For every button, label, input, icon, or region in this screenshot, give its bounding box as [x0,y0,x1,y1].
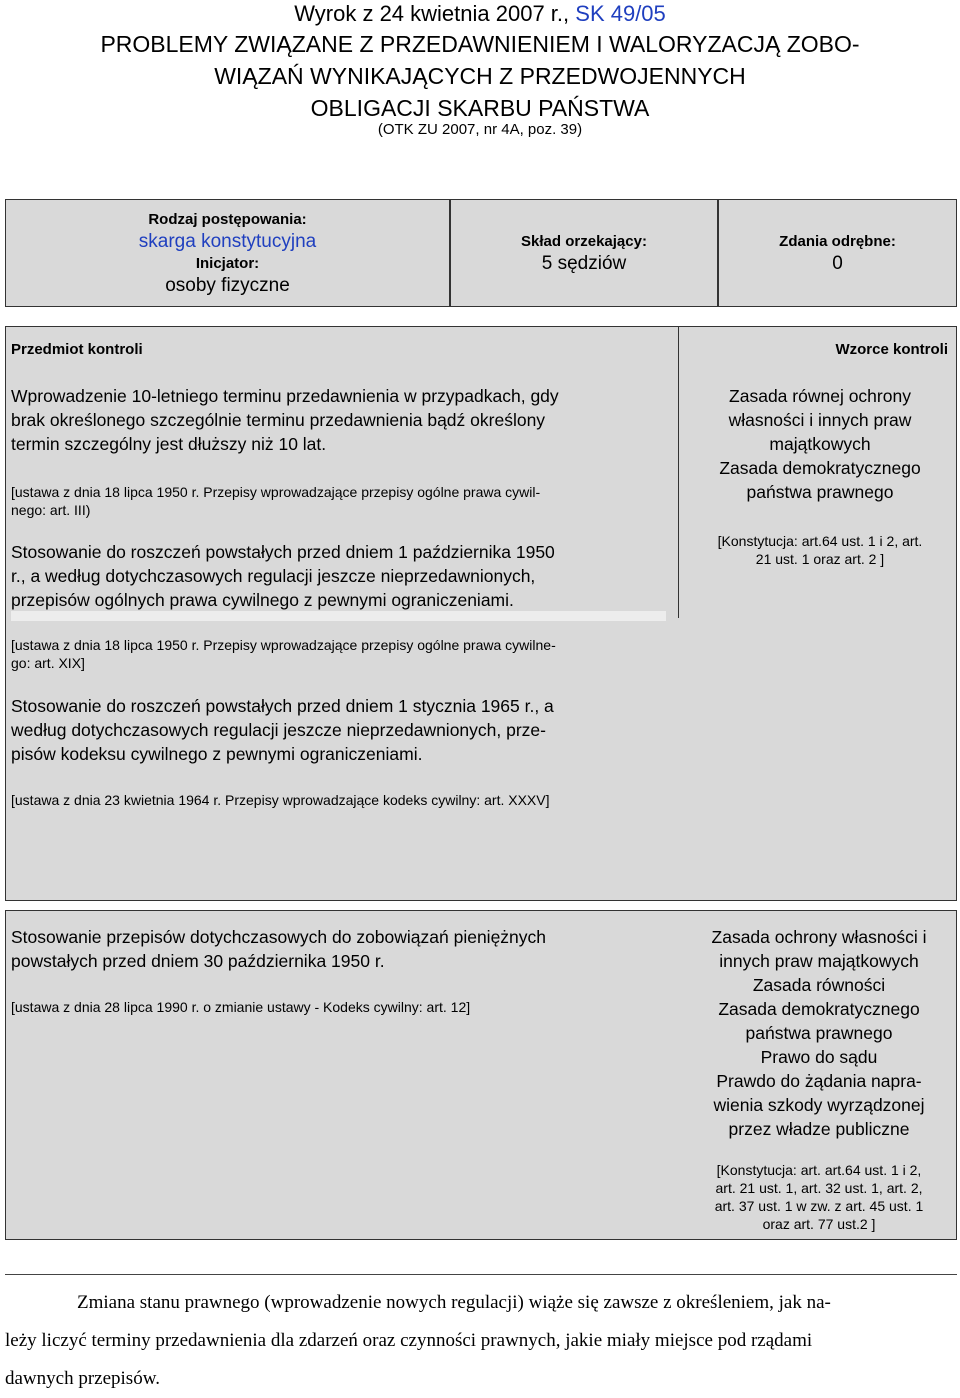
patterns-2 [685,925,953,1141]
subject-2 [11,540,676,612]
pattern-ref-line: [Konstytucja: art.64 ust. 1 i 2, art. [717,533,923,549]
reference-2-line: go: art. XIX] [11,655,85,671]
heading-line-2: WIĄZAŃ WYNIKAJĄCYCH Z PRZEDWOJENNYCH [214,63,746,89]
pattern-line: Zasada równej ochrony [729,386,911,406]
subject-3 [11,694,701,766]
document-title [0,0,960,28]
reference-4: [ustawa z dnia 28 lipca 1990 r. o zmianie ustawy - Kodeks cywilny: art. 12] [11,999,471,1015]
panel-label: Skład orzekający: [521,233,647,250]
pattern-line: Zasada demokratycznego [718,999,920,1019]
document-heading [0,28,960,124]
reference-1 [11,483,676,519]
reference-1-line: nego: art. III) [11,502,91,518]
dissent-label: Zdania odrębne: [779,233,896,250]
subject-1 [11,384,676,456]
subject-1-line: Wprowadzenie 10-letniego terminu przedawnienia w przypadkach, gdy [11,386,559,406]
heading-line-3: OBLIGACJI SKARBU PAŃSTWA [310,95,650,121]
pattern-line: wienia szkody wyrządzonej [713,1095,925,1115]
subject-header: Przedmiot kontroli [11,341,143,358]
subject-4 [11,925,681,973]
summary-line: leży liczyć terminy przedawnienia dla zdarzeń oraz czynności prawnych, jakie miały miejsce pod rządami [5,1330,813,1351]
pattern-line: własności i innych praw [728,410,912,430]
patterns-header: Wzorce kontroli [835,341,948,358]
procedure-value[interactable]: skarga konstytucyjna [138,231,317,252]
patterns-2-reference [685,1161,953,1233]
subject-2-line: przepisów ogólnych prawa cywilnego z pewnymi ograniczeniami. [11,590,514,610]
summary-line: Zmiana stanu prawnego (wprowadzenie nowych regulacji) wiąże się zawsze z określeniem, jak na- [77,1292,831,1313]
pattern-line: Zasada ochrony własności i [711,927,927,947]
dissent-value: 0 [832,253,843,274]
subject-4-line: Stosowanie przepisów dotychczasowych do zobowiązań pieniężnych [11,927,547,947]
pattern-ref-line: [Konstytucja: art. art.64 ust. 1 i 2, [716,1162,922,1178]
pattern-line: państwa prawnego [746,482,894,502]
subject-2-line: r., a według dotychczasowych regulacji jeszcze nieprzedawnionych, [11,566,536,586]
subject-2-line: Stosowanie do roszczeń powstałych przed dniem 1 października 1950 [11,542,555,562]
dissent-box [718,199,957,307]
pattern-line: Zasada równości [752,975,886,995]
subject-4-line: powstałych przed dniem 30 października 1950 r. [11,951,385,971]
subject-1-line: termin szczególny jest dłuższy niż 10 lat. [11,434,327,454]
pattern-line: państwa prawnego [745,1023,893,1043]
patterns-1 [690,384,950,504]
pattern-line: innych praw majątkowych [719,951,919,971]
procedure-box [5,199,450,307]
pattern-line: Prawo do sądu [760,1047,878,1067]
patterns-1-reference [690,532,950,568]
footer-divider [5,1274,957,1275]
reference-2 [11,636,701,672]
pattern-ref-line: oraz art. 77 ust.2 ] [762,1216,876,1232]
subject-3-line: według dotychczasowych regulacji jeszcze nieprzedawnionych, prze- [11,720,546,740]
citation: (OTK ZU 2007, nr 4A, poz. 39) [377,121,583,138]
procedure-label: Rodzaj postępowania: [148,211,307,228]
initiator-value: osoby fizyczne [165,275,290,296]
column-divider [678,326,679,618]
heading-line-1: PROBLEMY ZWIĄZANE Z PRZEDAWNIENIEM I WALORYZACJĄ ZOBO- [100,31,860,57]
pattern-ref-line: art. 21 ust. 1, art. 32 ust. 1, art. 2, [715,1180,923,1196]
reference-2-line: [ustawa z dnia 18 lipca 1950 r. Przepisy wprowadzające przepisy ogólne prawa cywilne- [11,637,556,653]
pattern-ref-line: art. 37 ust. 1 w zw. z art. 45 ust. 1 [714,1198,924,1214]
reference-1-line: [ustawa z dnia 18 lipca 1950 r. Przepisy wprowadzające przepisy ogólne prawa cywil- [11,484,541,500]
panel-box [450,199,718,307]
title-prefix: Wyrok z 24 kwietnia 2007 r., [294,1,576,26]
case-number-link[interactable]: SK 49/05 [575,1,666,26]
subject-3-line: Stosowanie do roszczeń powstałych przed dniem 1 stycznia 1965 r., a [11,696,554,716]
pattern-line: Prawdo do żądania napra- [716,1071,922,1091]
reference-3: [ustawa z dnia 23 kwietnia 1964 r. Przepisy wprowadzające kodeks cywilny: art. XXXV] [11,792,550,808]
pattern-ref-line: 21 ust. 1 oraz art. 2 ] [755,551,885,567]
summary-line: dawnych przepisów. [5,1368,160,1389]
subject-3-line: pisów kodeksu cywilnego z pewnymi ograniczeniami. [11,744,423,764]
panel-value: 5 sędziów [541,253,627,274]
subject-1-line: brak określonego szczególnie terminu przedawnienia bądź określony [11,410,546,430]
summary-paragraph [5,1284,957,1398]
pattern-line: majątkowych [769,434,871,454]
divider-bar [11,611,666,621]
initiator-label: Inicjator: [195,255,260,272]
pattern-line: Zasada demokratycznego [719,458,921,478]
pattern-line: przez władze publiczne [728,1119,910,1139]
